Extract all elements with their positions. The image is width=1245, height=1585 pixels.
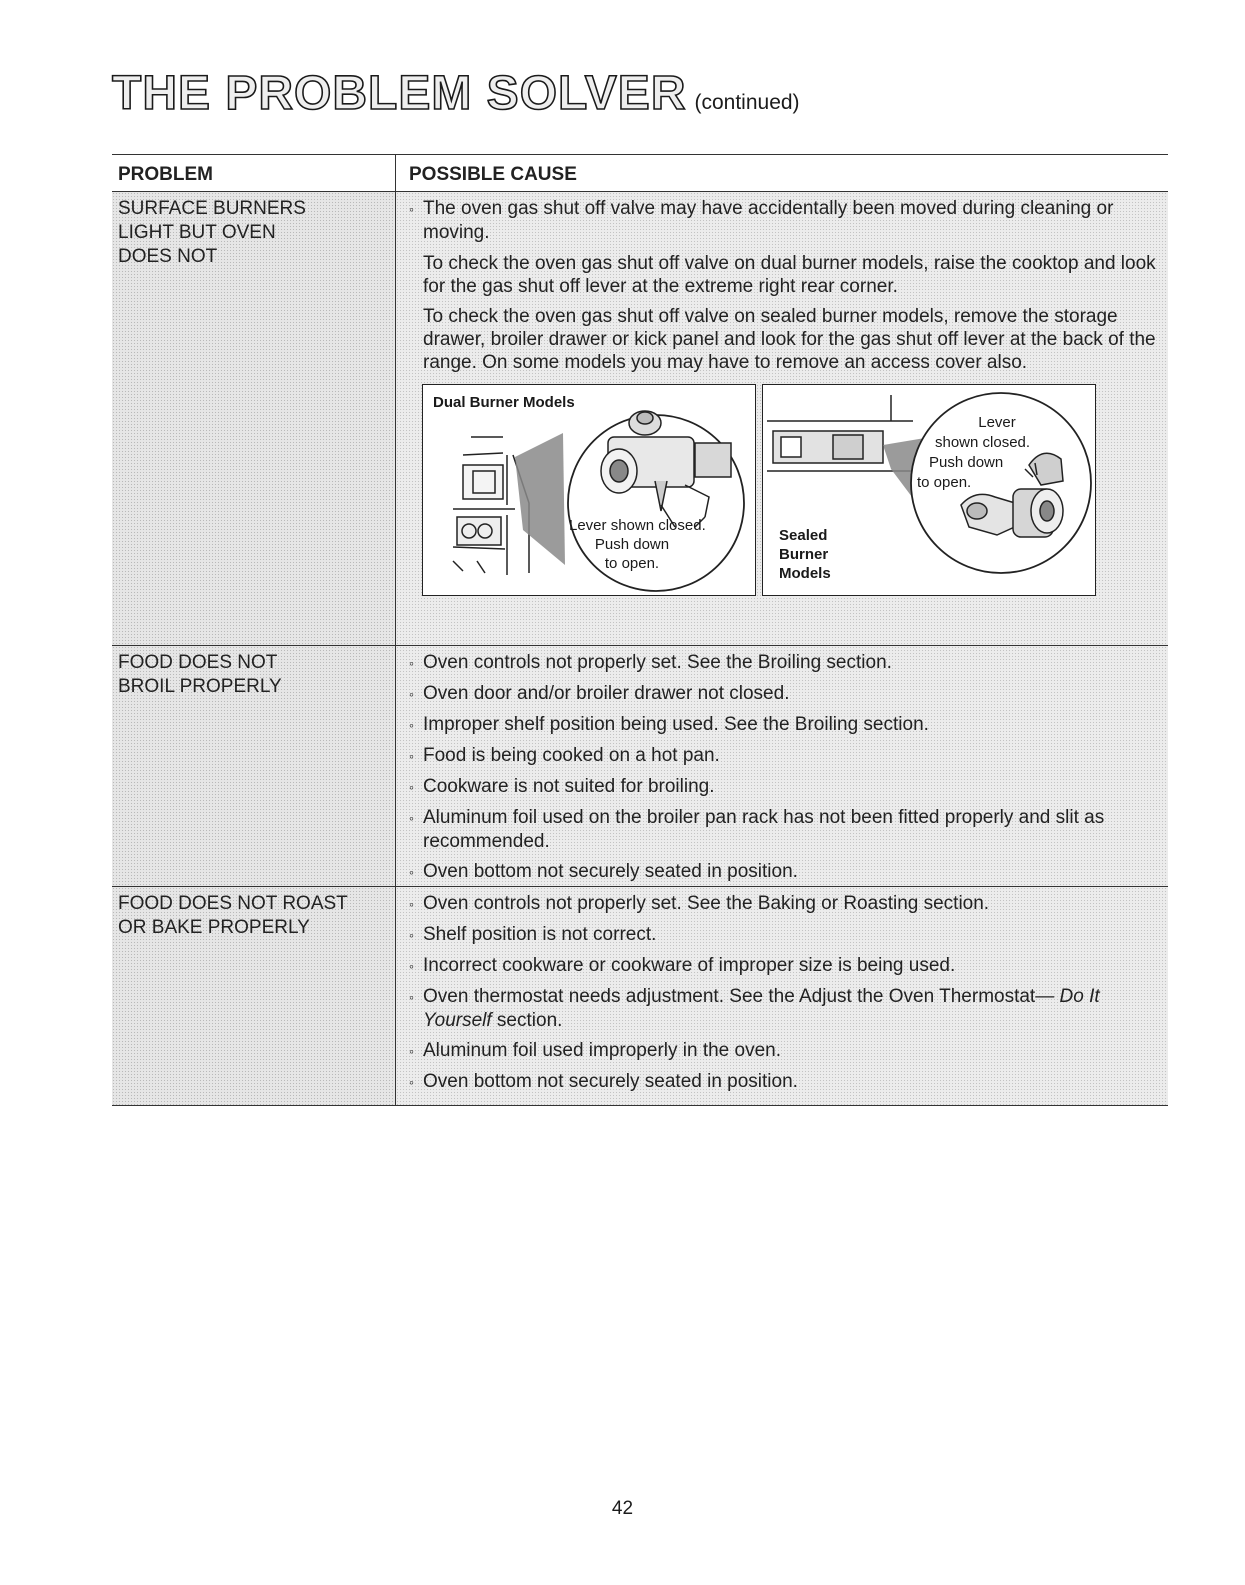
figure-sealed-model-3: Models (779, 565, 831, 582)
cause-cell (396, 192, 1168, 645)
cause-item: ◦ Incorrect cookware or cookware of improper size is being used. (409, 954, 1164, 978)
figure-row (422, 384, 1164, 596)
page-number: 42 (611, 1498, 634, 1519)
figure-dual-title: Dual Burner Models (433, 394, 575, 411)
figure-sealed-caption-4: to open. (917, 474, 972, 491)
cause-item: ◦ Oven controls not properly set. See the Broiling section. (409, 651, 1164, 675)
cause-item: ◦ Food is being cooked on a hot pan. (409, 744, 1164, 768)
thermostat-italic: Do It Yourself (423, 986, 1100, 1031)
thermostat-suffix: section. (491, 1010, 563, 1031)
figure-dual-burner (422, 384, 756, 596)
figure-sealed-caption-2: shown closed. (935, 434, 1031, 451)
thermostat-text: Oven thermostat needs adjustment. See the Adjust the Oven Thermostat— (423, 986, 1055, 1007)
cause-item: ◦ Cookware is not suited for broiling. (409, 775, 1164, 799)
figure-sealed-caption-3: Push down (929, 454, 1004, 471)
figure-sealed-model-1: Sealed (779, 527, 828, 544)
problem-cell (112, 887, 396, 1105)
page-title-main: THE PROBLEM SOLVER (112, 67, 687, 120)
problem-solver-table (112, 154, 1168, 1106)
figure-sealed-caption-1: Lever (978, 414, 1016, 431)
cause-item: ◦ Aluminum foil used on the broiler pan rack has not been fitted properly and slit as recommended. (409, 806, 1164, 853)
figure-sealed-model-2: Burner (779, 546, 829, 563)
cause-item: ◦ Aluminum foil used improperly in the oven. (409, 1039, 1164, 1063)
table-row (112, 646, 1168, 887)
problem-text: FOOD DOES NOT ROAST OR BAKE PROPERLY (118, 893, 348, 938)
page-title-continued: (continued) (694, 91, 800, 114)
table-row (112, 887, 1168, 1106)
cause-paragraph: To check the oven gas shut off valve on sealed burner models, remove the storage drawer, broiler drawer or kick panel and look for the gas shut off lever at the back of the range. On some models you may have to remove an access cover also. (423, 306, 1156, 373)
cause-item-thermostat (409, 985, 1164, 1032)
figure-dual-caption-2: Push down (594, 536, 670, 553)
cause-item: ◦ Oven controls not properly set. See the Baking or Roasting section. (409, 892, 1164, 916)
figure-dual-caption-1: Lever shown closed. (569, 517, 706, 534)
page-title (112, 66, 800, 121)
cause-cell (396, 887, 1168, 1105)
problem-cell (112, 646, 396, 886)
cause-item: ◦ Improper shelf position being used. See the Broiling section. (409, 713, 1164, 737)
column-header-cause: POSSIBLE CAUSE (396, 155, 1168, 191)
column-header-problem: PROBLEM (112, 155, 396, 191)
figure-dual-caption-3: to open. (604, 555, 660, 572)
cause-item: ◦ The oven gas shut off valve may have accidentally been moved during cleaning or moving. (409, 197, 1164, 244)
problem-text: FOOD DOES NOT BROIL PROPERLY (118, 652, 282, 697)
cause-cell (396, 646, 1168, 886)
problem-text: SURFACE BURNERS LIGHT BUT OVEN DOES NOT (118, 198, 306, 267)
cause-item: ◦ Oven door and/or broiler drawer not closed. (409, 682, 1164, 706)
cause-item: ◦ Oven bottom not securely seated in position. (409, 860, 1164, 884)
cause-paragraph: To check the oven gas shut off valve on dual burner models, raise the cooktop and look for the gas shut off lever at the extreme right rear corner. (423, 253, 1156, 297)
cause-item: ◦ Oven bottom not securely seated in position. (409, 1070, 1164, 1094)
cause-item: ◦ Shelf position is not correct. (409, 923, 1164, 947)
figure-sealed-burner (762, 384, 1096, 596)
table-header-row (112, 155, 1168, 192)
table-row (112, 192, 1168, 646)
problem-cell (112, 192, 396, 645)
